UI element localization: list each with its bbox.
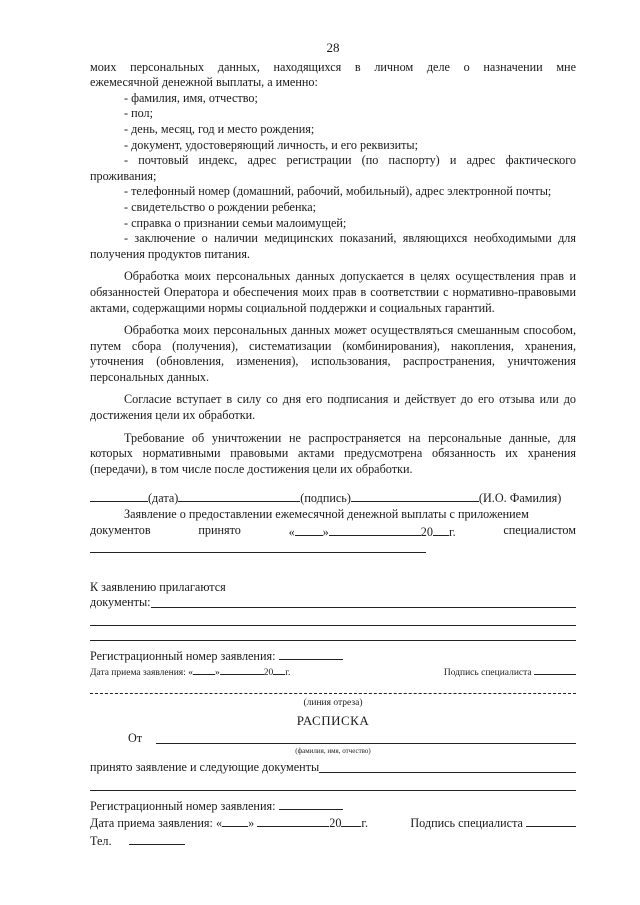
cut-line-label: (линия отреза) bbox=[303, 698, 363, 709]
documents-label: документы: bbox=[90, 595, 151, 610]
day-blank[interactable] bbox=[295, 523, 323, 536]
attachments-block bbox=[90, 580, 576, 641]
documents-blank[interactable] bbox=[151, 595, 576, 608]
receipt-signature-blank[interactable] bbox=[526, 814, 576, 827]
list-item: - фамилия, имя, отчество; bbox=[124, 90, 258, 105]
list-item: - пол; bbox=[124, 106, 154, 121]
registration-number-blank[interactable] bbox=[279, 647, 343, 660]
accepted-documents-blank[interactable] bbox=[319, 760, 576, 773]
date-blank[interactable] bbox=[90, 489, 148, 502]
day-blank[interactable] bbox=[193, 665, 215, 675]
phone-label: Тел. bbox=[90, 833, 112, 848]
acceptance-date: « » 20 г. bbox=[288, 524, 456, 539]
date-label: (дата) bbox=[148, 491, 179, 506]
name-label: (И.О. Фамилия) bbox=[478, 491, 562, 506]
receipt-number-row bbox=[90, 797, 576, 815]
consent-paragraph: Обработка моих персональных данных допускается в целях осуществления прав и обязанностей Оператора и обеспечения моих прав в соответствии с нормативно-правовыми актами, содержащими нормы социальной поддержки и социальных гарантий. bbox=[90, 269, 576, 315]
day-blank[interactable] bbox=[222, 814, 248, 827]
receipt-date: Дата приема заявления: « » 20 г. bbox=[90, 816, 369, 831]
consent-paragraph: Требование об уничтожении не распространяется на персональные данные, для которых нормативными правовыми актами предусмотрена обязанность их хранения (передачи), в том числе после достижения цели их обработки. bbox=[90, 430, 576, 476]
consent-section bbox=[90, 60, 576, 478]
word-documents: документов bbox=[90, 522, 151, 537]
documents-blank[interactable] bbox=[90, 611, 576, 626]
registration-block bbox=[90, 647, 576, 681]
word-accepted: принято bbox=[198, 522, 241, 537]
receipt-number-label: Регистрационный номер заявления: bbox=[90, 798, 276, 813]
consent-paragraph: Обработка моих персональных данных может осуществляться смешанным способом, путем сбора (получения), систематизации (комбинирования), накопления, хранения, уточнения (обновления, изменения), использования, распространения, уничтожения персональных данных. bbox=[90, 323, 576, 384]
specialist-blank-row bbox=[90, 540, 576, 558]
month-blank[interactable] bbox=[257, 814, 329, 827]
receipt-block bbox=[90, 696, 576, 849]
year-blank[interactable] bbox=[341, 814, 361, 827]
signature-label: (подпись) bbox=[300, 491, 351, 506]
specialist-signature: Подпись специалиста bbox=[444, 665, 576, 682]
list-item: - день, месяц, год и место рождения; bbox=[124, 121, 315, 136]
registration-number-label: Регистрационный номер заявления: bbox=[90, 649, 276, 663]
acceptance-line-1: Заявление о предоставлении ежемесячной денежной выплаты с приложением bbox=[124, 507, 529, 522]
receipt-accepted-row bbox=[90, 760, 576, 776]
list-item: - заключение о наличии медицинских показаний, являющихся необходимыми для получения продуктов питания. bbox=[90, 231, 576, 261]
receipt-phone-row bbox=[90, 832, 576, 850]
cut-line bbox=[90, 693, 576, 694]
receipt-from-row bbox=[90, 731, 576, 747]
word-specialist: специалистом bbox=[503, 522, 576, 537]
specialist-signature-blank[interactable] bbox=[534, 665, 576, 675]
list-item: - справка о признании семьи малоимущей; bbox=[124, 215, 347, 230]
phone-blank[interactable] bbox=[129, 832, 185, 845]
registration-date: Дата приема заявления: « » 20 г. bbox=[90, 665, 290, 682]
year-blank[interactable] bbox=[273, 665, 285, 675]
intro-line-2: ежемесячной денежной выплаты, а именно: bbox=[90, 75, 318, 90]
list-item: - документ, удостоверяющий личность, и его реквизиты; bbox=[124, 137, 418, 152]
name-blank[interactable] bbox=[351, 489, 479, 502]
accepted-label: принято заявление и следующие документы bbox=[90, 759, 320, 774]
consent-paragraph: Согласие вступает в силу со дня его подписания и действует до его отзыва или до достижения цели их обработки. bbox=[90, 392, 576, 423]
receipt-specialist-signature: Подпись специалиста bbox=[410, 814, 576, 832]
registration-date-row bbox=[90, 665, 576, 682]
month-blank[interactable] bbox=[220, 665, 264, 675]
list-item: - свидетельство о рождении ребенка; bbox=[124, 199, 316, 214]
receipt-number-blank[interactable] bbox=[279, 797, 343, 810]
year-blank[interactable] bbox=[433, 523, 449, 536]
registration-number-row bbox=[90, 647, 576, 665]
receipt-date-row bbox=[90, 814, 576, 832]
from-name-blank[interactable] bbox=[156, 731, 576, 744]
accepted-documents-blank[interactable] bbox=[90, 776, 576, 791]
acceptance-line-2 bbox=[90, 523, 576, 541]
month-blank[interactable] bbox=[329, 523, 421, 536]
from-hint: (фамилия, имя, отчество) bbox=[295, 746, 371, 755]
page-number: 28 bbox=[326, 40, 340, 55]
signature-line bbox=[90, 489, 576, 507]
intro-line-1: моих персональных данных, находящихся в личном деле о назначении мне bbox=[90, 59, 576, 74]
signature-blank[interactable] bbox=[178, 489, 300, 502]
specialist-blank[interactable] bbox=[90, 540, 426, 553]
attachments-line-2 bbox=[90, 595, 576, 611]
attachments-line-1: К заявлению прилагаются bbox=[90, 579, 226, 594]
acceptance-block bbox=[90, 507, 576, 558]
list-item: - почтовый индекс, адрес регистрации (по паспорту) и адрес фактического проживания; bbox=[90, 153, 576, 183]
documents-blank[interactable] bbox=[90, 626, 576, 641]
receipt-title: РАСПИСКА bbox=[296, 712, 370, 728]
from-label: От bbox=[128, 731, 143, 746]
list-item: - телефонный номер (домашний, рабочий, мобильный), адрес электронной почты; bbox=[124, 184, 552, 199]
